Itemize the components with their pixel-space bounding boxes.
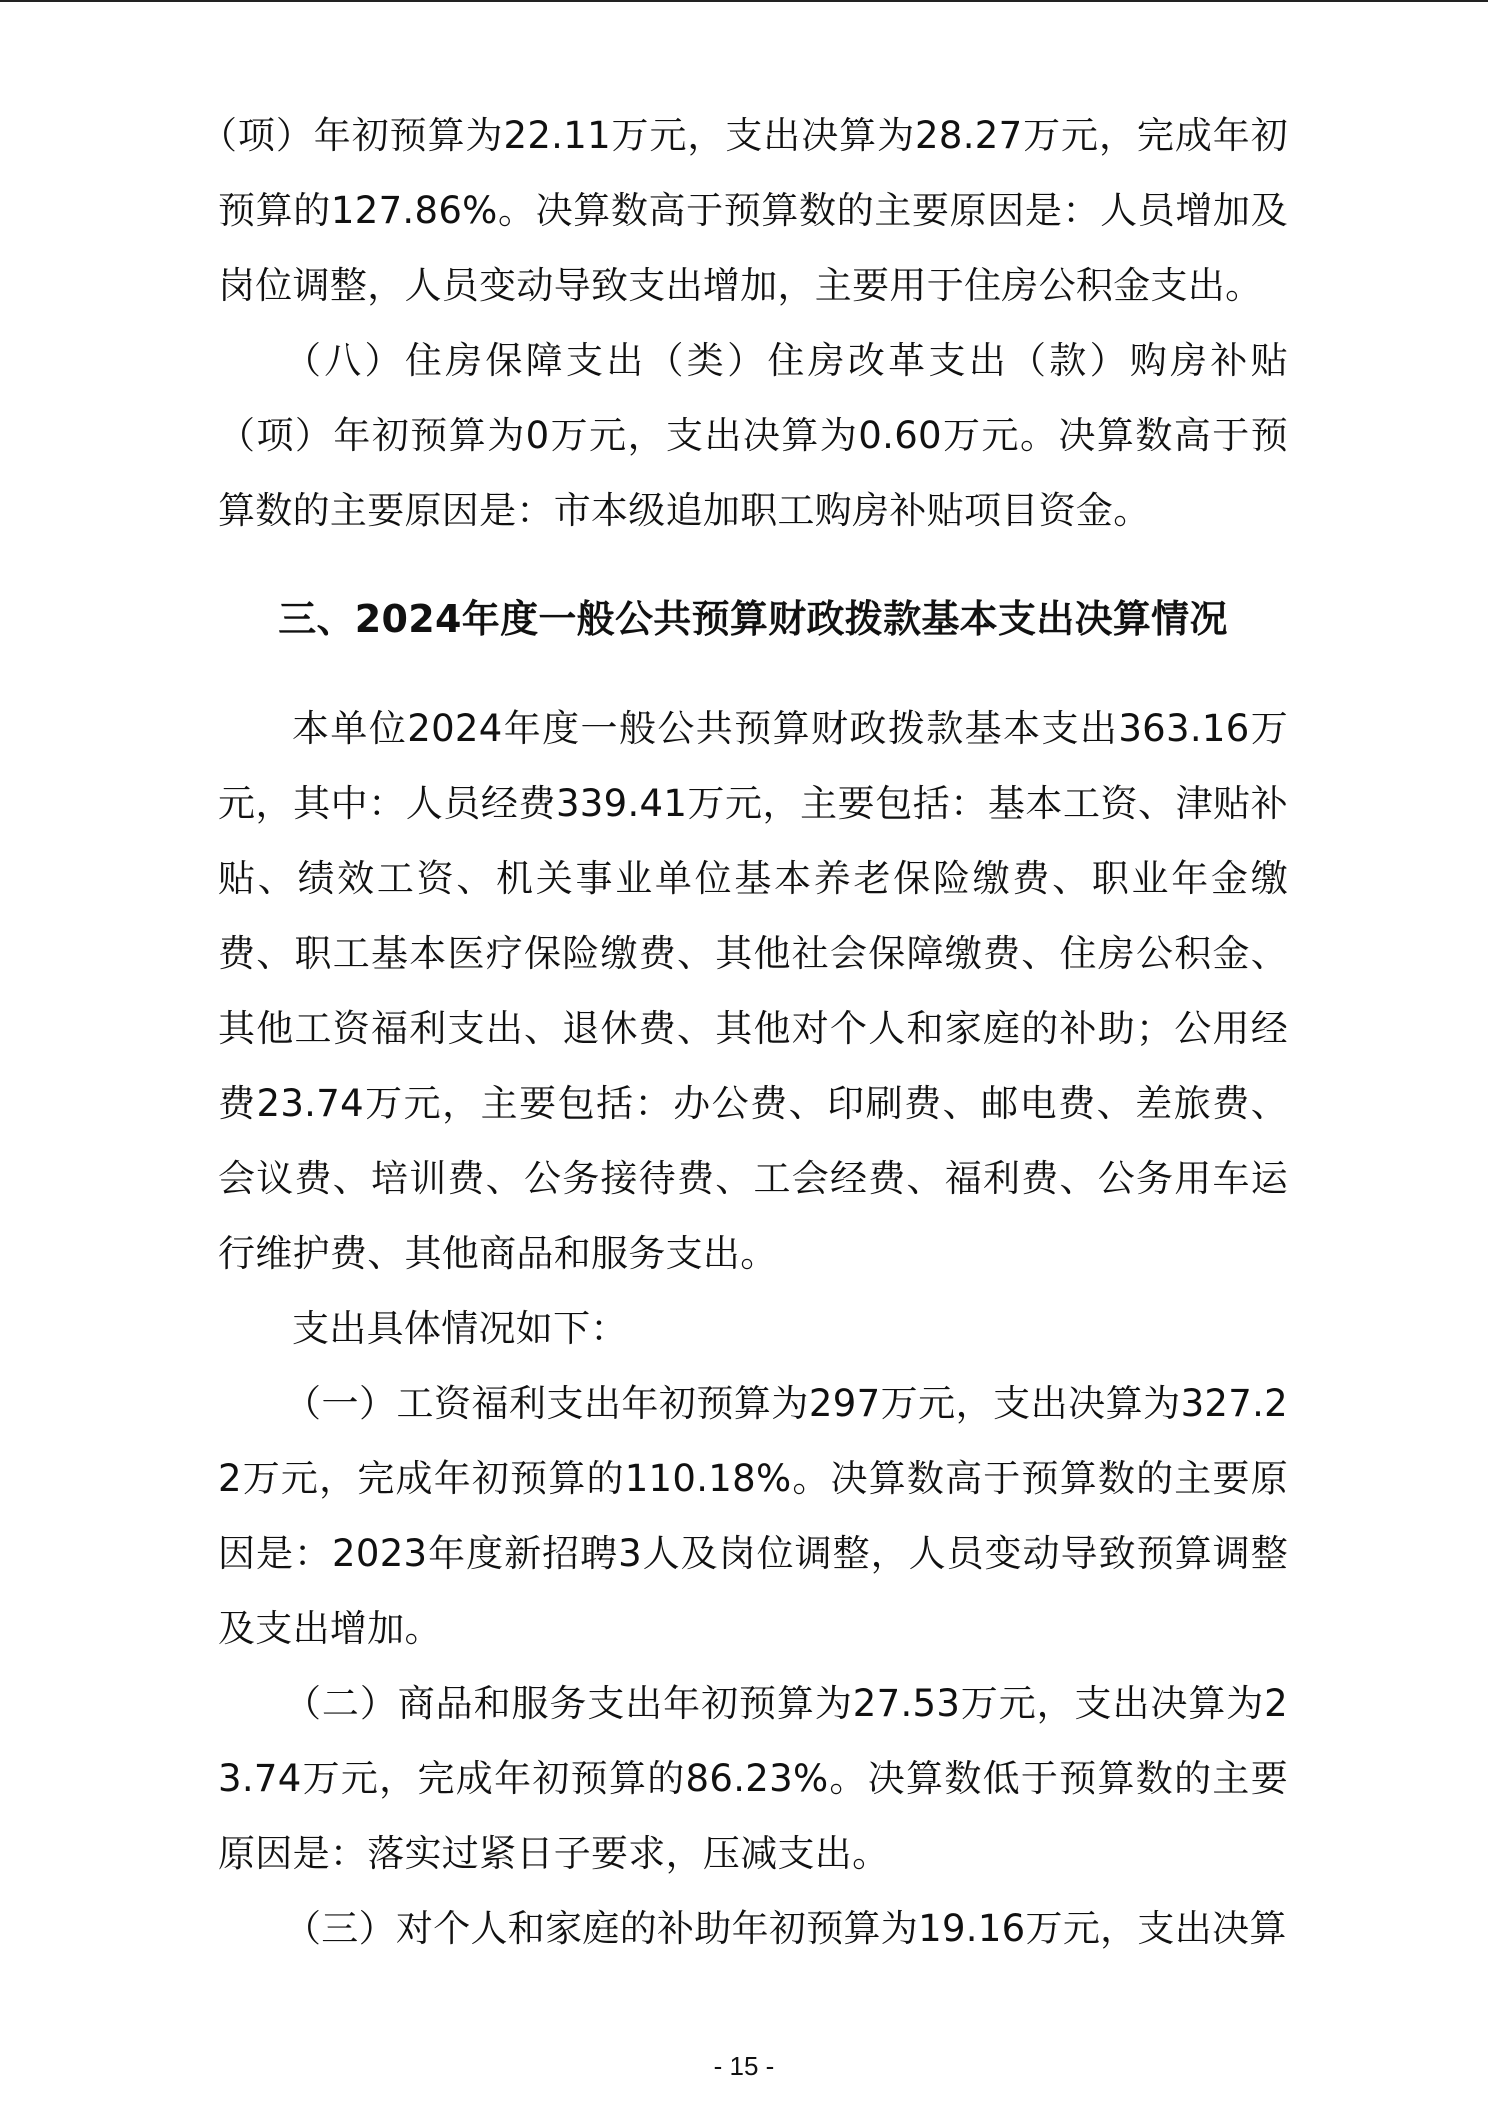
paragraph-housing-fund-continued: （项）年初预算为22.11万元，支出决算为28.27万元，完成年初预算的127.86%。决算数高于预算数的主要原因是：人员增加及岗位调整，人员变动导致支出增加，主要用于住房公积金支出。: [200, 114, 1288, 307]
paragraph-salary-welfare: （一）工资福利支出年初预算为297万元，支出决算为327.22万元，完成年初预算的110.18%。决算数高于预算数的主要原因是：2023年度新招聘3人及岗位调整，人员变动导致预算调整及支出增加。: [218, 1382, 1288, 1650]
section-heading: 三、2024年度一般公共预算财政拨款基本支出决算情况: [278, 597, 1228, 641]
page-number: - 15 -: [713, 2051, 775, 2081]
paragraph-basic-expenditure-summary: 本单位2024年度一般公共预算财政拨款基本支出363.16万元，其中：人员经费339.41万元，主要包括：基本工资、津贴补贴、绩效工资、机关事业单位基本养老保险缴费、职业年金缴费、职工基本医疗保险缴费、其他社会保障缴费、住房公积金、其他工资福利支出、退休费、其他对个人和家庭的补助；公用经费23.74万元，主要包括：办公费、印刷费、邮电费、差旅费、会议费、培训费、公务接待费、工会经费、福利费、公务用车运行维护费、其他商品和服务支出。: [218, 707, 1288, 1275]
paragraph-individual-household-subsidy: （三）对个人和家庭的补助年初预算为19.16万元，支出决算: [284, 1907, 1287, 1950]
paragraph-housing-subsidy: （八）住房保障支出（类）住房改革支出（款）购房补贴（项）年初预算为0万元，支出决算为0.60万元。决算数高于预算数的主要原因是：市本级追加职工购房补贴项目资金。: [218, 339, 1288, 532]
paragraph-details-intro: 支出具体情况如下：: [292, 1307, 628, 1350]
paragraph-goods-services: （二）商品和服务支出年初预算为27.53万元，支出决算为23.74万元，完成年初预算的86.23%。决算数低于预算数的主要原因是：落实过紧日子要求，压减支出。: [218, 1682, 1288, 1875]
page-content: [200, 98, 1288, 1966]
